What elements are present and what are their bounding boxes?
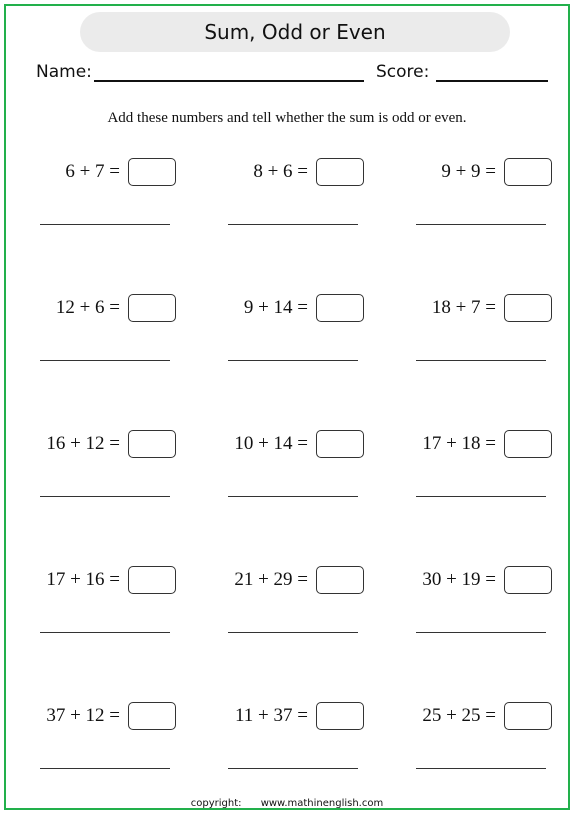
problem-expression: 37 + 12 = <box>46 705 120 726</box>
problem-expression: 16 + 12 = <box>46 433 120 454</box>
sum-answer-box[interactable] <box>504 430 552 458</box>
problem-expression: 12 + 6 = <box>55 297 120 318</box>
odd-even-answer-line[interactable] <box>228 224 358 225</box>
problem-5 <box>228 294 364 370</box>
odd-even-answer-line[interactable] <box>228 768 358 769</box>
sum-answer-box[interactable] <box>504 294 552 322</box>
score-line[interactable] <box>436 80 548 82</box>
problem-expression: 9 + 9 = <box>441 161 496 182</box>
problem-2 <box>228 158 364 234</box>
problem-expression: 8 + 6 = <box>253 161 308 182</box>
problem-15 <box>416 702 552 778</box>
problem-expression: 30 + 19 = <box>422 569 496 590</box>
problem-8 <box>228 430 364 506</box>
copyright-label: copyright: <box>190 798 242 809</box>
sum-answer-box[interactable] <box>128 430 176 458</box>
name-label: Name: <box>36 62 92 82</box>
odd-even-answer-line[interactable] <box>416 360 546 361</box>
problem-12 <box>416 566 552 642</box>
odd-even-answer-line[interactable] <box>416 768 546 769</box>
problem-4 <box>40 294 176 370</box>
odd-even-answer-line[interactable] <box>228 496 358 497</box>
odd-even-answer-line[interactable] <box>40 360 170 361</box>
sum-answer-box[interactable] <box>128 702 176 730</box>
score-label: Score: <box>376 62 430 82</box>
problem-expression: 17 + 16 = <box>46 569 120 590</box>
sum-answer-box[interactable] <box>316 294 364 322</box>
sum-answer-box[interactable] <box>128 294 176 322</box>
worksheet-title: Sum, Odd or Even <box>80 12 510 52</box>
sum-answer-box[interactable] <box>316 430 364 458</box>
sum-answer-box[interactable] <box>128 158 176 186</box>
instructions: Add these numbers and tell whether the sum is odd or even. <box>107 110 467 126</box>
odd-even-answer-line[interactable] <box>416 632 546 633</box>
sum-answer-box[interactable] <box>504 702 552 730</box>
odd-even-answer-line[interactable] <box>416 224 546 225</box>
problem-1 <box>40 158 176 234</box>
problem-expression: 6 + 7 = <box>65 161 120 182</box>
website-link[interactable]: www.mathinenglish.com <box>260 798 384 809</box>
problem-7 <box>40 430 176 506</box>
sum-answer-box[interactable] <box>316 158 364 186</box>
problem-9 <box>416 430 552 506</box>
problem-expression: 25 + 25 = <box>422 705 496 726</box>
footer <box>6 798 568 809</box>
problem-13 <box>40 702 176 778</box>
problem-expression: 17 + 18 = <box>422 433 496 454</box>
odd-even-answer-line[interactable] <box>416 496 546 497</box>
problem-expression: 18 + 7 = <box>431 297 496 318</box>
odd-even-answer-line[interactable] <box>40 224 170 225</box>
odd-even-answer-line[interactable] <box>228 632 358 633</box>
sum-answer-box[interactable] <box>504 566 552 594</box>
problem-expression: 10 + 14 = <box>234 433 308 454</box>
sum-answer-box[interactable] <box>504 158 552 186</box>
problem-expression: 21 + 29 = <box>234 569 308 590</box>
odd-even-answer-line[interactable] <box>40 496 170 497</box>
problem-expression: 11 + 37 = <box>235 705 308 726</box>
problem-3 <box>416 158 552 234</box>
worksheet-page <box>4 4 570 810</box>
sum-answer-box[interactable] <box>316 566 364 594</box>
problem-14 <box>228 702 364 778</box>
odd-even-answer-line[interactable] <box>228 360 358 361</box>
problem-6 <box>416 294 552 370</box>
problem-expression: 9 + 14 = <box>243 297 308 318</box>
sum-answer-box[interactable] <box>316 702 364 730</box>
sum-answer-box[interactable] <box>128 566 176 594</box>
odd-even-answer-line[interactable] <box>40 632 170 633</box>
name-line[interactable] <box>94 80 364 82</box>
problem-11 <box>228 566 364 642</box>
odd-even-answer-line[interactable] <box>40 768 170 769</box>
problem-10 <box>40 566 176 642</box>
